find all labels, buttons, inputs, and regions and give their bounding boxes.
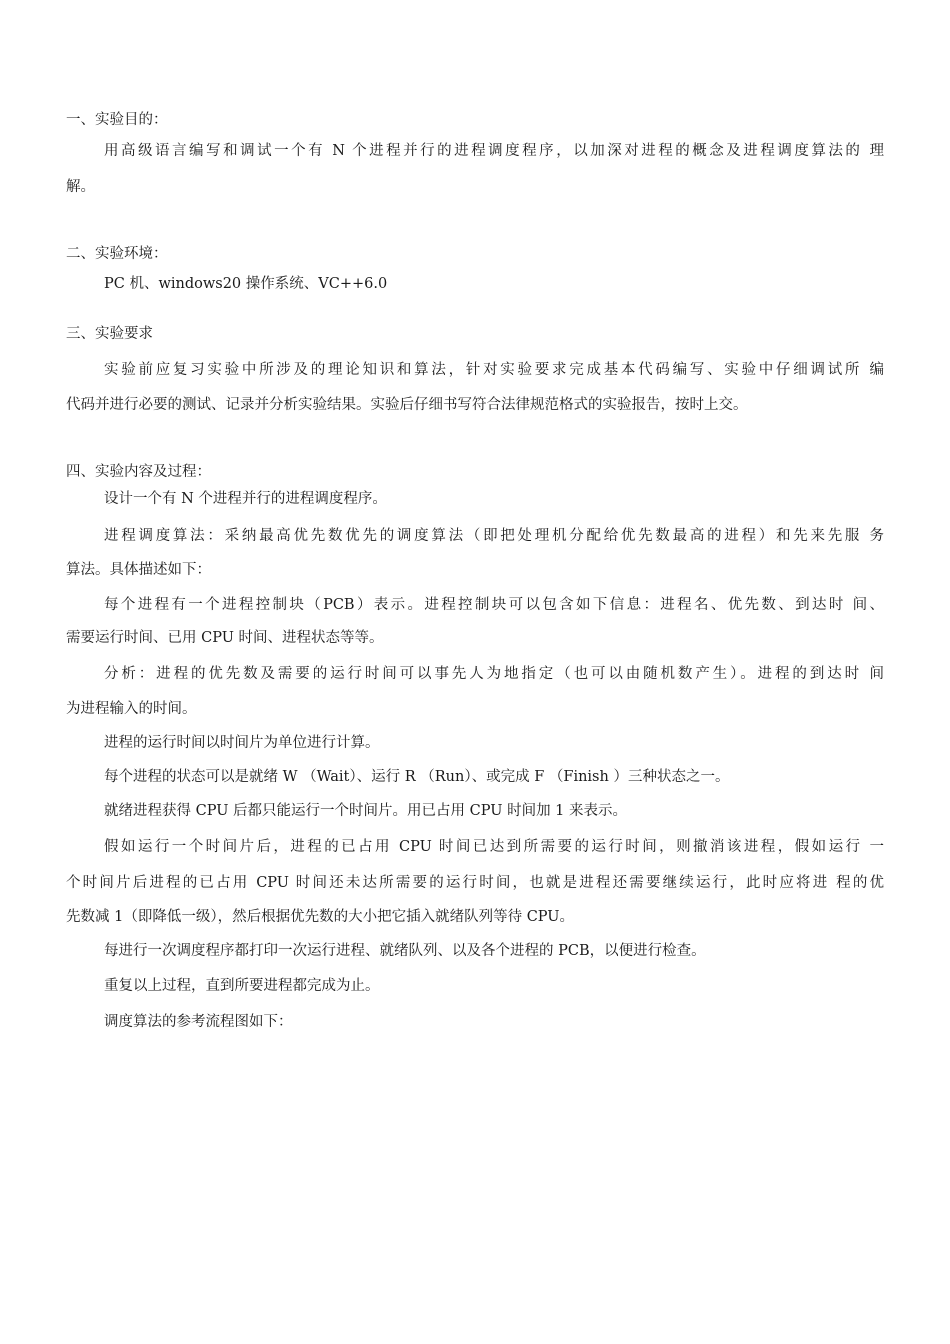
paragraph-line: 进程调度算法：采纳最高优先数优先的调度算法（即把处理机分配给优先数最高的进程）和先来先服 务 (104, 528, 884, 544)
paragraph-line: 实验前应复习实验中所涉及的理论知识和算法，针对实验要求完成基本代码编写、实验中仔细调试所 编 (104, 362, 884, 378)
paragraph-line: 设计一个有 N 个进程并行的进程调度程序。 (104, 491, 387, 507)
paragraph-line: 用高级语言编写和调试一个有 N 个进程并行的进程调度程序，以加深对进程的概念及进程调度算法的 理 (104, 143, 884, 159)
paragraph-line: 代码并进行必要的测试、记录并分析实验结果。实验后仔细书写符合法律规范格式的实验报告，按时上交。 (66, 397, 748, 413)
paragraph-line: 解。 (66, 179, 95, 195)
paragraph-line: 进程的运行时间以时间片为单位进行计算。 (104, 735, 380, 751)
paragraph-line: PC 机、windows20 操作系统、VC++6.0 (104, 276, 388, 292)
section-heading-requirements: 三、实验要求 (66, 326, 153, 342)
paragraph-line: 每个进程有一个进程控制块（PCB）表示。进程控制块可以包含如下信息：进程名、优先数、到达时 间、 (104, 597, 884, 613)
paragraph-line: 调度算法的参考流程图如下： (104, 1014, 293, 1030)
section-heading-environment: 二、实验环境： (66, 246, 168, 262)
paragraph-line: 假如运行一个时间片后，进程的已占用 CPU 时间已达到所需要的运行时间，则撤消该进程，假如运行 一 (104, 839, 884, 855)
paragraph-line: 每个进程的状态可以是就绪 W （Wait）、运行 R （Run）、或完成 F （Finish ）三种状态之一。 (104, 769, 730, 785)
paragraph-line: 需要运行时间、已用 CPU 时间、进程状态等等。 (66, 630, 384, 646)
paragraph-line: 重复以上过程，直到所要进程都完成为止。 (104, 978, 380, 994)
paragraph-line: 算法。具体描述如下： (66, 562, 211, 578)
section-heading-content: 四、实验内容及过程： (66, 464, 211, 480)
paragraph-line: 分析：进程的优先数及需要的运行时间可以事先人为地指定（也可以由随机数产生）。进程的到达时 间 (104, 666, 884, 682)
paragraph-line: 就绪进程获得 CPU 后都只能运行一个时间片。用已占用 CPU 时间加 1 来表示。 (104, 803, 628, 819)
paragraph-line: 每进行一次调度程序都打印一次运行进程、就绪队列、以及各个进程的 PCB，以便进行检查。 (104, 943, 706, 959)
paragraph-line: 为进程输入的时间。 (66, 701, 197, 717)
paragraph-line: 个时间片后进程的已占用 CPU 时间还未达所需要的运行时间，也就是进程还需要继续运行，此时应将进 程的优 (66, 875, 884, 891)
section-heading-purpose: 一、实验目的： (66, 112, 168, 128)
paragraph-line: 先数减 1（即降低一级），然后根据优先数的大小把它插入就绪队列等待 CPU。 (66, 909, 575, 925)
